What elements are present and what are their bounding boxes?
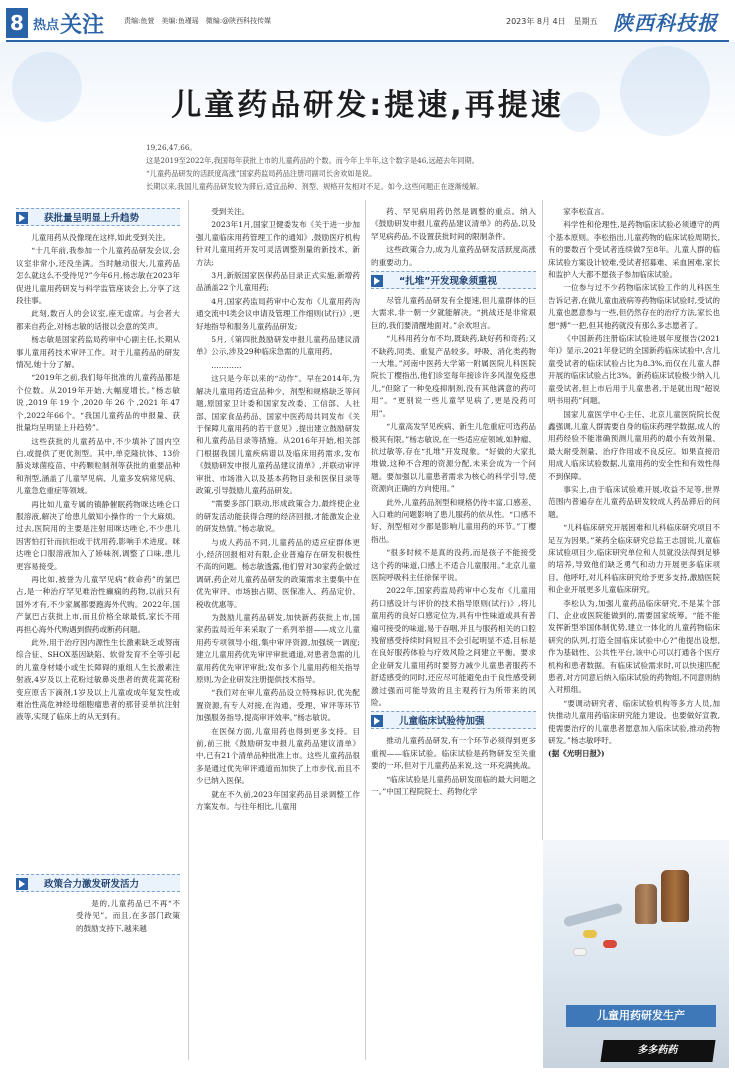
lead-line: “儿童药品研发的活跃度高涨”国家药监局药品注册司副司长舍欢如是说。 xyxy=(146,169,377,178)
arrow-icon xyxy=(16,212,28,224)
section-heading-text: 政策合力激发研发活力 xyxy=(44,879,140,890)
page-header xyxy=(0,0,735,48)
paragraph: 此外,用于治疗因内源性生长激素缺乏或努南综合征、SHOX基因缺陷、软骨发育不全等引起的儿童身材矮小或生长障碍的重组人生长激素注射液,4岁及以上花粉过敏鼻炎患者的黄花蒿花粉变应原舌下滴剂,1岁及以上儿童或成年复发性或难治性高危神经母细胞瘤患者的那昔妥单抗注射液等,实现了临床上的从无到有。 xyxy=(16,638,180,722)
paragraph: ………… xyxy=(211,360,242,370)
editors-line: 责编:鱼萱 美编:鱼瑾瑶 微编:@陕西科技传媒 xyxy=(124,17,272,25)
paragraph: 2023年1月,国家卫健委发布《关于进一步加强儿童临床用药管理工作的通知》,鼓励医疗机构针对儿童用药开发可灵活调整剂量的新技术、新方法; xyxy=(196,220,360,267)
section-heading-3 xyxy=(371,271,536,289)
lead-line: 19,26,47,66。 xyxy=(146,143,197,152)
column-divider xyxy=(188,200,189,1060)
column-divider xyxy=(365,200,366,1060)
medicine-bottle-icon xyxy=(635,884,657,924)
column-1-lower xyxy=(16,872,180,992)
medicine-photo xyxy=(543,840,729,1068)
newspaper-masthead: 陕西科技报 xyxy=(613,11,718,35)
photo-watermark: 多多药药 xyxy=(600,1040,715,1062)
paragraph: 国家儿童医学中心主任、北京儿童医院院长倪鑫强调,儿童人群需要自身的临床药理学数据,成人的用药经验不能准确预测儿童用药的最小有效剂量、最大耐受剂量、治疗作用或不良反应。如果直接沿用成人临床试验数据,儿童用药的安全性和有效性得不到保障。 xyxy=(548,409,720,481)
pill-icon xyxy=(603,940,617,948)
arrow-icon xyxy=(371,715,383,727)
paragraph: 推动儿童药品研发,有一个环节必须得到更多重视——临床试验。临床试验是药物研发至关重要的一环,但对于儿童药品来说,这一环充满挑战。 xyxy=(371,736,536,771)
paragraph: 在医保方面,儿童用药也得到更多支持。目前,前三批《鼓励研发申报儿童药品建议清单》中,已有21个清单品种批准上市。这些儿童药品很多是通过优先审评通道而加快了上市步伐,而且不少已纳入医保。 xyxy=(196,726,360,786)
paragraph: “儿科用药分布不均,既缺药,缺好药和奇药;又不缺药,同类、重复产品较多。呼吸、消化类药物一大堆。”河南中医药大学第一附属医院儿科医院院长丁樱指出,他们诊室每年接诊许多风湿免疫患儿,“但除了一种免疫抑制剂,没有其他满意的药可用”。“更别说一些儿童罕见病了,更是没药可用”。 xyxy=(371,334,536,418)
section-heading-1 xyxy=(16,208,180,226)
paragraph: “儿科临床研究开展困难和儿科临床研究项目不足互为因果。”莱药全临床研究总监王志国说,儿童临床试验项目少,临床研究单位和人员就没法得到足够的培养,导致他们缺乏勇气和动力开展更多临床项目。他呼吁,对儿科临床研究给予更多支持,激励医院和企业开展更多儿童临床研究。 xyxy=(548,523,720,595)
paragraph: 3月,新版国家医保药品目录正式实施,新增药品涵盖22个儿童用药; xyxy=(196,271,360,293)
paragraph: “十几年前,我参加一个儿童药品研发会议,会议室非常小,还没坐满。当时触动很大,儿童药品怎么就这么不受待见?”今年6月,杨志敏在2023年促进儿童用药研发与科学监管座谈会上,分享了这段往事。 xyxy=(16,246,180,306)
pill-icon xyxy=(583,930,597,938)
paragraph: 再比如儿童专属的镇静催眠药物咪达唑仑口服溶液,解决了给患儿做知小操作的一个大麻烦。过去,医院用的主要是注射用咪达唑仑,不少患儿因害怕打针而抗拒或干扰用药,影响手术进度。咪达唑仑口服溶液加入了矫味剂,调整了口味,患儿更容易接受。 xyxy=(16,499,180,571)
medicine-bottle-icon xyxy=(661,870,689,922)
paragraph: 杨志敏是国家药监局药审中心副主任,长期从事儿童用药技术审评工作。对于儿童药品的研发情况,她十分了解。 xyxy=(16,335,180,370)
paragraph: 此外,儿童药品剂型和规格仍待丰富,口感差、入口难的问题影响了患儿服药的依从性。“口感不好、剂型相对少都是影响儿童用药的环节。”丁樱指出。 xyxy=(371,497,536,544)
issue-date: 2023年 8月 4日 星期五 xyxy=(506,17,598,26)
paragraph: “很多时候不是真的没药,而是孩子不能接受这个药的味道,口感上不适合儿童服用。”北京儿童医院呼吸科主任徐保平说。 xyxy=(371,548,536,582)
page-number: 8 xyxy=(6,8,28,38)
lead-line: 这是2019至2022年,我国每年获批上市的儿童药品的个数。而今年上半年,这个数字是46,远超去年同期。 xyxy=(146,156,479,165)
section-heading-2 xyxy=(16,874,180,892)
lead-line: 长期以来,我国儿童药品研发较为滞后,适宜品种、剂型、规格开发相对不足。如今,这些问题正在逐渐缓解。 xyxy=(146,182,484,191)
paragraph: 5月,《第四批鼓励研发申报儿童药品建议清单》公示,涉及29种临床急需的儿童用药。 xyxy=(196,335,360,357)
paragraph: 尽管儿童药品研发有全提速,但儿童群体的巨大需求,非一朝一夕就能解决。“挑战还是非常艰巨的,我们要清醒地面对。”佘欢坦言。 xyxy=(371,296,536,330)
paragraph: 家李松直言。 xyxy=(563,207,609,216)
paragraph: “需要多部门联动,形成政策合力,最终使企业的研发活动能获得合理的经济回报,才能激发企业的研发热情。”杨志敏说。 xyxy=(196,499,360,534)
section-label-a: 热点 xyxy=(33,18,60,33)
paragraph: 受到关注。 xyxy=(211,207,250,216)
headline: 儿童药品研发:提速,再提速 xyxy=(171,88,564,123)
paragraph: 一位参与过不少药物临床试验工作的儿科医生告诉记者,在做儿童血液病等药物临床试验时,受试的儿童也愿意参与一些,但仍然存在的治疗方法,家长也想“搏”一把,但其他药就没有那么多志愿者了。 xyxy=(548,283,720,330)
paragraph: 事实上,由于临床试验难开展,收益不足等,世界范围内普遍存在儿童药品研发较成人药品滞后的问题。 xyxy=(548,484,720,519)
section-label-b: 关注 xyxy=(60,13,105,38)
paragraph: 再比如,被誉为儿童罕见病“救命药”的氯巴占,是一种治疗罕见难治性癫痫的药物,以前只有国外才有,不少家属都要跑海外代购。2022年,国产氯巴占获批上市,而且价格全球最低,家长不用再担心海外代购遇到假药或断药问题。 xyxy=(16,574,180,634)
section-heading-4 xyxy=(371,711,536,729)
paragraph: 这些政策合力,成为儿童药品研发活跃度高涨的重要动力。 xyxy=(371,245,536,267)
paragraph: 此刻,数百人的会议室,座无虚席。与会者大都来自药企,对杨志敏的话报以会意的笑声。 xyxy=(16,309,180,331)
paragraph: 4月,国家药监局药审中心发布《儿童用药沟通交流中Ⅰ类会议申请及管理工作细则(试行)》,更好地指导和服务儿童药品研发; xyxy=(196,296,360,331)
paragraph: 科学性和伦理性,是药物临床试验必须遵守的两个基本原则。李松指出,儿童药物的临床试验周期长,有的要数百个受试者连续做7至8年。儿童人群的临床试验方案设计较难,受试者招募难、采血困难,家长和监护人大都不愿孩子参加临床试验。 xyxy=(548,220,720,280)
section-heading-text: “扎堆”开发现象须重视 xyxy=(399,276,497,288)
paragraph: “要调动研究者、临床试验机构等多方人员,加快推动儿童用药临床研究能力建设。也要做好宣教,使需要治疗的儿童患者愿意加入临床试验,推动药物研发。”杨志敏呼吁。 xyxy=(548,698,720,746)
pill-icon xyxy=(573,948,587,956)
column-divider xyxy=(542,200,543,840)
paragraph: 就在不久前,2023年国家药品目录调整工作方案发布。与往年相比,儿童用 xyxy=(196,789,360,812)
paragraph: 是的,儿童药品已不再“不受待见”。而且,在多部门政策的鼓励支持下,越来越 xyxy=(76,899,180,933)
paragraph: “临床试验是儿童药品研发面临的最大问题之一。”中国工程院院士、药物化学 xyxy=(371,774,536,797)
paragraph: 与成人药品不同,儿童药品的适应症群体更小,经济回报相对有限,企业普遍存在研发积极性不高的问题。杨志敏透露,他们曾对30家药企做过调研,药企对儿童药品研发的政策需求主要集中在优先审评、市场独占期、医保准入、药品定价、税收优惠等。 xyxy=(196,537,360,609)
section-heading-text: 儿童临床试验待加强 xyxy=(399,716,485,728)
column-3 xyxy=(371,206,536,1052)
paragraph: 儿童用药从没像现在这样,如此受到关注。 xyxy=(31,233,171,242)
spoon-icon xyxy=(563,902,624,927)
photo-caption: 儿童用药研发生产 xyxy=(566,1005,716,1027)
paragraph: “儿童高发罕见疾病、新生儿危重症可选药品极其有限。”杨志敏说,在一些适应症领域,如肿瘤、抗过敏等,存在“扎堆”开发现象。“好做的大家扎堆做,这种不合理的资源分配,未来会成为一个问题。要加强以儿童患者需求为核心的科学引导,使资源向正确的方向使用。” xyxy=(371,422,536,494)
paragraph: “我们对在审儿童药品设立特殊标识,优先配置资源,有专人对接,在沟通、受理、审评等环节加强服务指导,提高审评效率。”杨志敏说。 xyxy=(196,688,360,723)
column-2 xyxy=(196,206,360,1052)
paragraph: 《中国新药注册临床试验进展年度报告(2021年)》显示,2021年登记的全国新药临床试验中,含儿童受试者的临床试验占比为8.3%,而仅在儿童人群开展的临床试验占比3%。新药临床试验极少纳入儿童受试者,但上市后用于儿童患者,于是就出现“超说明书用药”问题。 xyxy=(548,334,720,406)
column-1 xyxy=(16,206,180,860)
paragraph: 这只是今年以来的“动作”。早在2014年,为解决儿童用药适宜品种少、剂型和规格缺乏等问题,原国家卫计委和国家发改委、工信部、人社部、国家食品药品、国家中医药局共同发布《关于保障儿童用药的若干意见》,提出建立鼓励研发和儿童药品目录等措施。从2016年开始,相关部门根据我国儿童疾病谱以及临床用药需求,发布《鼓励研发申报儿童药品建议清单》,并联动审评审批、市场准入以及基本药物目录和医保目录等政策,引导鼓励儿童药品研发。 xyxy=(196,374,360,495)
arrow-icon xyxy=(371,275,383,287)
section-heading-text: 获批量呈明显上升趋势 xyxy=(44,213,140,224)
source-credit: (据《光明日报》) xyxy=(548,749,605,759)
lead-paragraph xyxy=(146,141,616,193)
paragraph: 为鼓励儿童药品研发,加快新药获批上市,国家药监局近年来采取了一系列举措——成立儿童用药专项领导小组,集中审评资源,加强统一调度;建立儿童用药优先审评审批通道,对患者急需的儿童用药优先审评审批;发布多个儿童用药相关指导原则,为企业研发注册提供技术指导。 xyxy=(196,613,360,685)
paragraph: 李松认为,加强儿童药品临床研究,不是某个部门、企业或医院能做到的,需要国家统筹。“能不能发挥新型举国体制优势,建立一体化的儿童药物临床研究的队列,打造全国临床试验中心?”他提出设想,作为基础性、公共性平台,该中心可以打通各个医疗机构和患者数据。有临床试验需求时,可以快速匹配患者,对方同意后纳入临床试验的药物组,不同意则纳入对照组。 xyxy=(548,598,720,695)
paragraph: “2019年之前,我们每年批准的儿童药品都是个位数。从2019年开始,大幅度增长。”杨志敏说,2019年19个,2020年26个,2021年47个,2022年66个。“我国儿童药品的申报量、获批量均呈明显上升趋势”。 xyxy=(16,373,180,433)
paragraph: 药、罕见病用药仍然是调整的重点。纳入《鼓励研发申报儿童药品建议清单》的药品,以及罕见病药品,不设置获批时间的限制条件。 xyxy=(371,207,536,241)
arrow-icon xyxy=(16,878,28,890)
paragraph: 这些获批的儿童药品中,不少填补了国内空白,或提供了更优剂型。其中,单克隆抗体、13价肺炎球菌疫苗、中药颗粒制剂等获批的重要品种和剂型,涵盖了儿童罕见病、儿童多发病常见病、儿童急危重症等领域。 xyxy=(16,436,180,496)
paragraph: 2022年,国家药监局药审中心发布《儿童用药口感设计与评价的技术指导原则(试行)》,将儿童用药的良好口感定位为,具有中性味道或具有普遍可接受的味道,易于吞咽,并且与服药相关的口腔残留感受持续时间短且不会引起明显不适,目标是在良好服药体验与疗效风险之间建立平衡。要求企业研发儿童用药时要努力减少儿童患者服药不舒适感受的同时,还应尽可能避免由于良性感受刺激过强而可能导致的且主观药行为所带来的风险。 xyxy=(371,586,536,708)
